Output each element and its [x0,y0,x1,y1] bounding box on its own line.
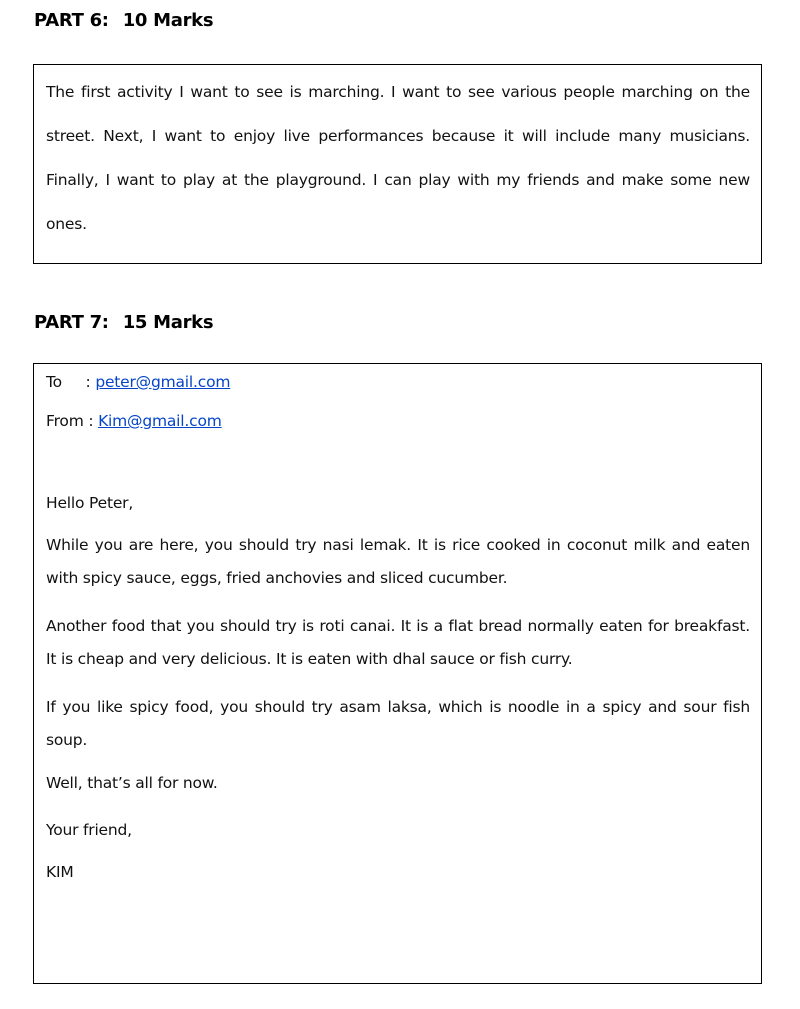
part7-label: PART 7: [34,312,109,333]
email-to-line [46,370,750,409]
email-from-label: From : [46,412,99,430]
email-signature: KIM [46,863,74,881]
email-to-link[interactable]: peter@gmail.com [95,373,231,391]
part7-marks: 15 Marks [122,312,214,333]
part6-heading [34,10,213,31]
email-paragraph: While you are here, you should try nasi lemak. It is rice cooked in coconut milk and eaten with spicy sauce, eggs, fried anchovies and sliced cucumber. [46,536,750,587]
part6-marks: 10 Marks [122,10,214,31]
part7-heading [34,312,213,333]
email-greeting: Hello Peter, [46,494,134,512]
part6-answer-text: The first activity I want to see is marching. I want to see various people marching on the street. Next, I want to enjoy live performances because it will include many musicians. Finally, I want to play at the playground. I can play with my friends and make some new ones. [46,83,750,233]
email-to-label: To : [46,373,96,391]
email-paragraph: Another food that you should try is roti canai. It is a flat bread normally eaten for breakfast. It is cheap and very delicious. It is eaten with dhal sauce or fish curry. [46,617,750,668]
email-closing-line: Well, that’s all for now. [46,774,218,792]
part6-answer-box [33,64,762,264]
email-from-link[interactable]: Kim@gmail.com [98,412,222,430]
email-paragraph: If you like spicy food, you should try asam laksa, which is noodle in a spicy and sour fish soup. [46,698,750,749]
email-signoff: Your friend, [46,821,132,839]
part6-label: PART 6: [34,10,109,31]
email-from-line [46,409,750,448]
part7-answer-box [33,363,762,984]
